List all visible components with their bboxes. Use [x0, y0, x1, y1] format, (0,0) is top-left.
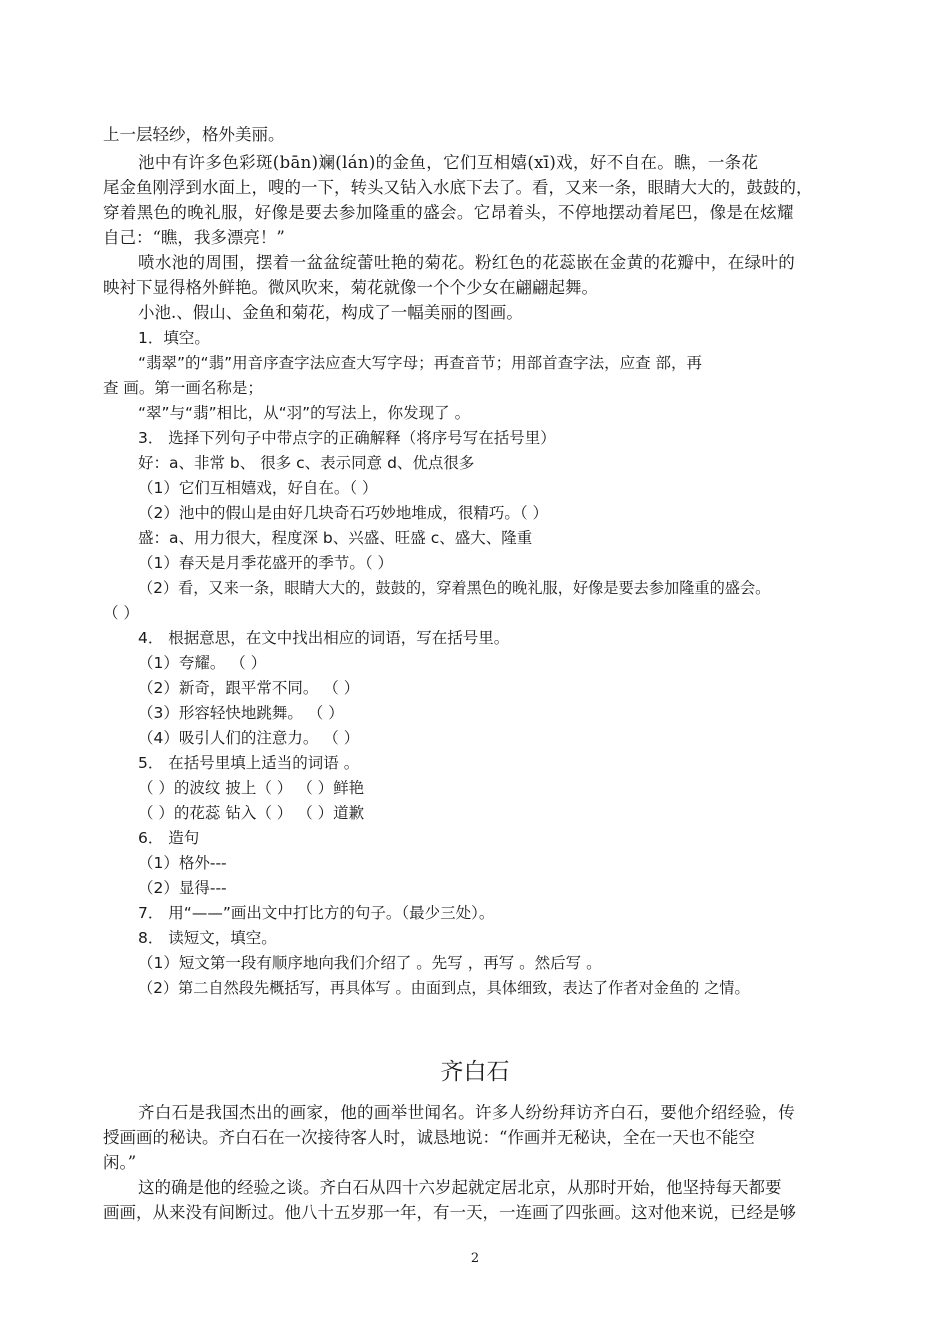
story-line: 齐白石是我国杰出的画家，他的画举世闻名。许多人纷纷拜访齐白石，要他介绍经验，传 — [138, 1103, 796, 1122]
passage-line: 尾金鱼刚浮到水面上，嗖的一下，转头又钻入水底下去了。看，又来一条，眼睛大大的，鼓鼓的， — [103, 178, 813, 197]
exercise-line: （ ）的花蕊 钻入（ ） （ ）道歉 — [138, 804, 365, 822]
passage-line: 自己：“瞧，我多漂亮！” — [103, 228, 285, 247]
passage-line: 上一层轻纱，格外美丽。 — [103, 125, 285, 144]
exercise-line: （1）短文第一段有顺序地向我们介绍了 。先写 ，再写 。然后写 。 — [138, 954, 602, 972]
exercise-line: （2）新奇，跟平常不同。 （ ） — [138, 679, 360, 697]
exercise-line: （2）第二自然段先概括写，再具体写 。由面到点，具体细致，表达了作者对金鱼的 之情。 — [138, 979, 750, 997]
exercise-heading: 6． 造句 — [138, 829, 200, 847]
exercise-line: （1）夸耀。 （ ） — [138, 654, 267, 672]
passage-line: 喷水池的周围，摆着一盆盆绽蕾吐艳的菊花。粉红色的花蕊嵌在金黄的花瓣中，在绿叶的 — [138, 253, 796, 272]
exercise-line: （1）格外--- — [138, 854, 227, 872]
passage-line: 小池.、假山、金鱼和菊花，构成了一幅美丽的图画。 — [138, 303, 523, 322]
exercise-line: （1）春天是月季花盛开的季节。（ ） — [138, 554, 394, 572]
passage-line: 穿着黑色的晚礼服，好像是要去参加隆重的盛会。它昂着头，不停地摆动着尾巴，像是在炫耀 — [103, 203, 794, 222]
passage-line: 池中有许多色彩斑(bān)斓(lán)的金鱼，它们互相嬉(xī)戏，好不自在。瞧，一条花 — [138, 153, 759, 172]
passage-line: 映衬下显得格外鲜艳。微风吹来，菊花就像一个个少女在翩翩起舞。 — [103, 278, 598, 297]
story-line: 授画画的秘诀。齐白石在一次接待客人时，诚恳地说：“作画并无秘诀，全在一天也不能空 — [103, 1128, 755, 1147]
exercise-line: “翡翠”的“翡”用音序查字法应查大写字母；再查音节；用部首查字法，应查 部，再 — [138, 354, 703, 372]
section-title: 齐白石 — [440, 1059, 510, 1085]
exercise-line: 查 画。第一画名称是； — [103, 379, 263, 397]
exercise-heading: 3． 选择下列句子中带点字的正确解释（将序号写在括号里） — [138, 429, 556, 447]
exercise-line: （3）形容轻快地跳舞。 （ ） — [138, 704, 344, 722]
exercise-line: （1）它们互相嬉戏，好自在。（ ） — [138, 479, 378, 497]
exercise-line: （4）吸引人们的注意力。 （ ） — [138, 729, 360, 747]
exercise-heading: 7． 用“——”画出文中打比方的句子。（最少三处）。 — [138, 904, 495, 922]
exercise-line: 好：a、非常 b、 很多 c、表示同意 d、优点很多 — [138, 454, 475, 472]
exercise-line: （ ） — [103, 604, 139, 622]
exercise-heading: 1．填空。 — [138, 329, 210, 347]
exercise-line: 盛：a、用力很大，程度深 b、兴盛、旺盛 c、盛大、隆重 — [138, 529, 533, 547]
exercise-line: （2）看，又来一条，眼睛大大的，鼓鼓的，穿着黑色的晚礼服，好像是要去参加隆重的盛会。 — [138, 579, 771, 597]
story-line: 闲。” — [103, 1153, 137, 1172]
page-number: 2 — [470, 1251, 480, 1266]
exercise-heading: 8． 读短文，填空。 — [138, 929, 277, 947]
exercise-line: “翠”与“翡”相比，从“羽”的写法上，你发现了 。 — [138, 404, 471, 422]
exercise-heading: 5． 在括号里填上适当的词语 。 — [138, 754, 360, 772]
exercise-line: （ ）的波纹 披上（ ） （ ）鲜艳 — [138, 779, 365, 797]
exercise-heading: 4． 根据意思，在文中找出相应的词语，写在括号里。 — [138, 629, 510, 647]
exercise-line: （2）显得--- — [138, 879, 227, 897]
exercise-line: （2）池中的假山是由好几块奇石巧妙地堆成，很精巧。（ ） — [138, 504, 549, 522]
story-line: 这的确是他的经验之谈。齐白石从四十六岁起就定居北京，从那时开始，他坚持每天都要 — [138, 1178, 782, 1197]
story-line: 画画，从来没有间断过。他八十五岁那一年，有一天，一连画了四张画。这对他来说，已经是够 — [103, 1203, 796, 1222]
